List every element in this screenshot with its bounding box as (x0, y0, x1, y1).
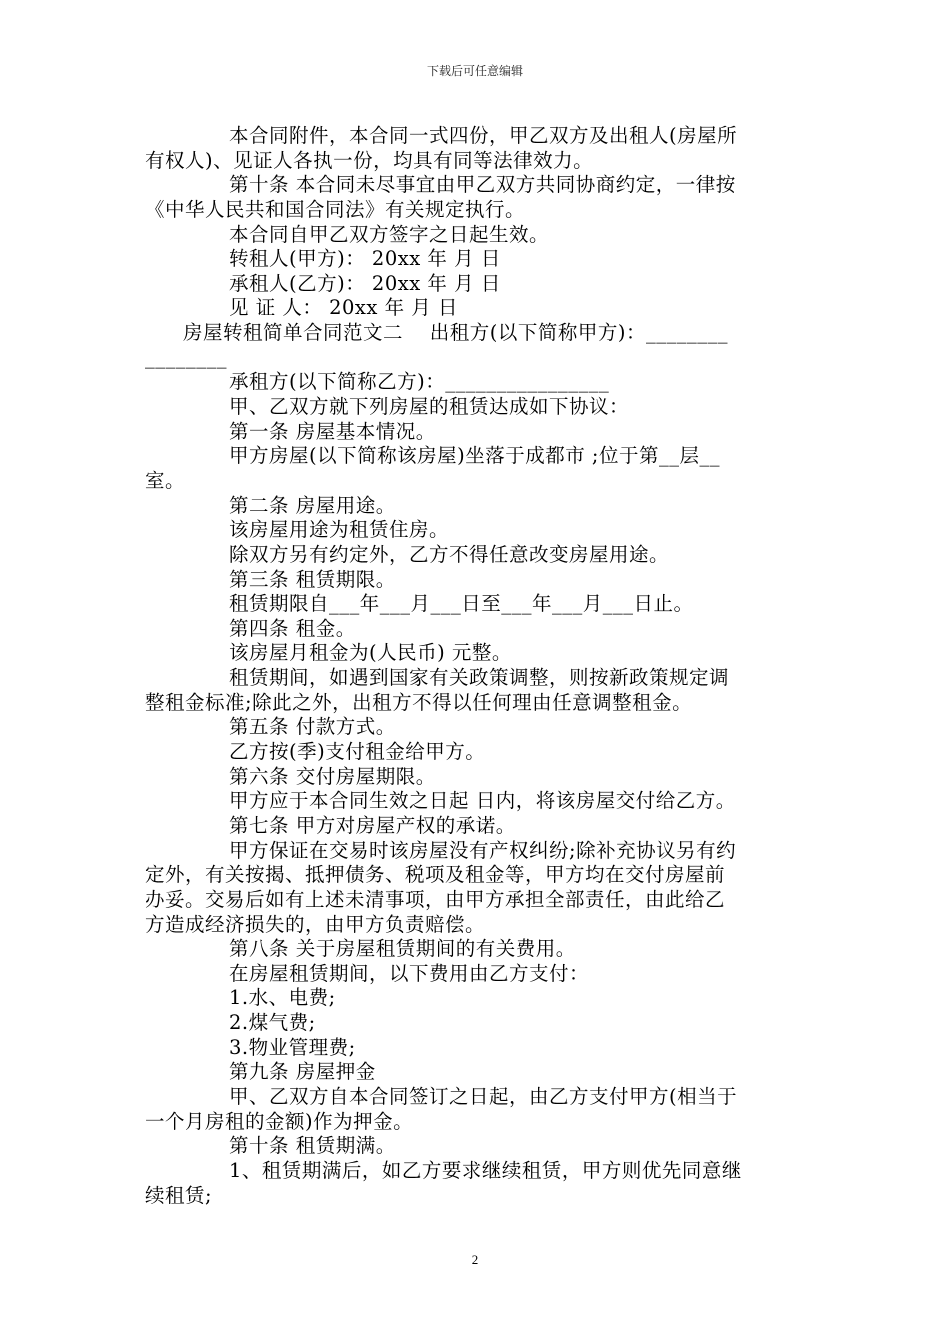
text-line: 甲方应于本合同生效之日起 日内，将该房屋交付给乙方。 (229, 789, 736, 813)
text-line: 定外，有关按揭、抵押债务、税项及租金等，甲方均在交付房屋前 (145, 863, 726, 887)
text-line: 该房屋月租金为(人民币) 元整。 (229, 641, 512, 665)
text-line: 甲方保证在交易时该房屋没有产权纠纷;除补充协议另有约 (229, 838, 737, 862)
text-line: 该房屋用途为租赁住房。 (229, 518, 450, 542)
text-line: 整租金标准;除此之外，出租方不得以任何理由任意调整租金。 (145, 690, 693, 714)
text-line: 乙方按(季)支付租金给甲方。 (229, 740, 486, 764)
text-line: 甲方房屋(以下简称该房屋)坐落于成都市 ;位于第__层__ (229, 444, 720, 468)
text-line: 第一条 房屋基本情况。 (229, 419, 436, 443)
text-line: 第十条 本合同未尽事宜由甲乙双方共同协商约定，一律按 (229, 173, 736, 197)
text-line: 3.物业管理费; (229, 1035, 356, 1059)
text-line: 2.煤气费; (229, 1011, 316, 1035)
page-header: 下载后可任意编辑 (426, 64, 523, 78)
text-line: 第十条 租赁期满。 (229, 1134, 396, 1158)
text-line: 第四条 租金。 (229, 616, 356, 640)
text-line: 第六条 交付房屋期限。 (229, 764, 436, 788)
text-line: 第三条 租赁期限。 (229, 567, 396, 591)
text-line: 一个月房租的金额)作为押金。 (145, 1109, 414, 1133)
text-line: 甲、乙双方自本合同签订之日起，由乙方支付甲方(相当于 (229, 1084, 738, 1108)
text-line: 续租赁; (145, 1183, 213, 1207)
text-line: 室。 (145, 468, 186, 492)
text-line: 第九条 房屋押金 (229, 1060, 376, 1084)
text-line: 在房屋租赁期间，以下费用由乙方支付： (229, 961, 590, 985)
text-line: 方造成经济损失的，由甲方负责赔偿。 (145, 912, 486, 936)
text-line: 第五条 付款方式。 (229, 715, 396, 739)
text-line: 本合同自甲乙双方签字之日起生效。 (229, 222, 550, 246)
text-line: 房屋转租简单合同范文二 出租方(以下简称甲方)：________ (183, 321, 729, 345)
page-number: 2 (471, 1252, 479, 1267)
text-line: 办妥。交易后如有上述未清事项，由甲方承担全部责任，由此给乙 (145, 887, 726, 911)
document-body (145, 124, 805, 1208)
text-line: 1.水、电费; (229, 986, 336, 1010)
text-line: 第二条 房屋用途。 (229, 493, 396, 517)
text-line: ________ (145, 345, 227, 369)
text-line: 转租人(甲方)： 20xx 年 月 日 (229, 247, 501, 271)
text-line: 1、租赁期满后，如乙方要求继续租赁，甲方则优先同意继 (229, 1158, 742, 1182)
text-line: 见 证 人： 20xx 年 月 日 (229, 296, 458, 320)
text-line: 承租人(乙方)： 20xx 年 月 日 (229, 271, 501, 295)
text-line: 有权人)、见证人各执一份，均具有同等法律效力。 (145, 148, 594, 172)
text-line: 甲、乙双方就下列房屋的租赁达成如下协议： (229, 395, 630, 419)
text-line: 租赁期限自___年___月___日至___年___月___日止。 (229, 592, 694, 616)
text-line: 第八条 关于房屋租赁期间的有关费用。 (229, 937, 576, 961)
text-line: 承租方(以下简称乙方)：________________ (229, 370, 610, 394)
text-line: 除双方另有约定外，乙方不得任意改变房屋用途。 (229, 542, 670, 566)
text-line: 租赁期间，如遇到国家有关政策调整，则按新政策规定调 (229, 666, 730, 690)
text-line: 《中华人民共和国合同法》有关规定执行。 (145, 197, 526, 221)
text-line: 第七条 甲方对房屋产权的承诺。 (229, 813, 516, 837)
text-line: 本合同附件，本合同一式四份，甲乙双方及出租人(房屋所 (229, 124, 738, 147)
